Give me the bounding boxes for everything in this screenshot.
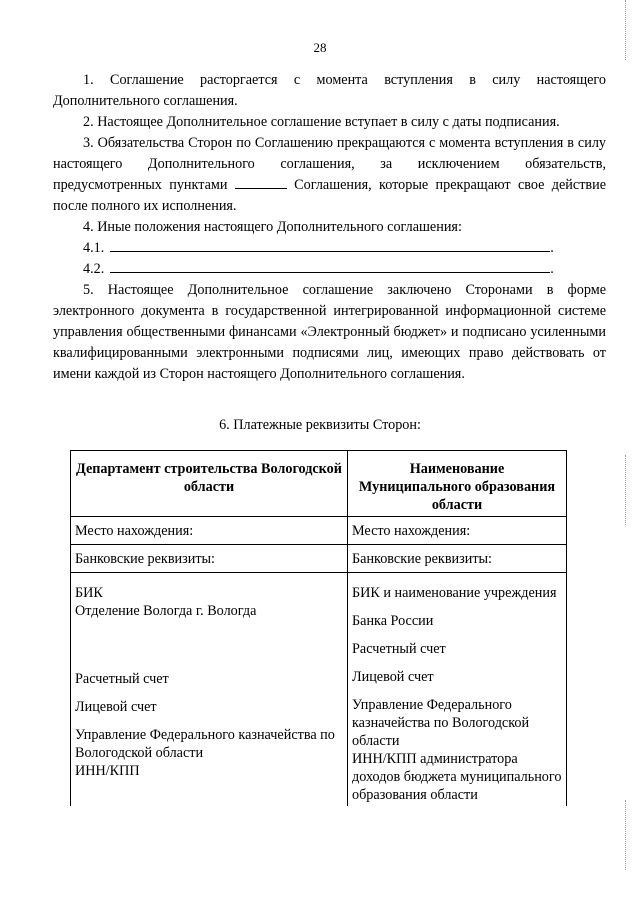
- clause-1: 1. Соглашение расторгается с момента вступления в силу настоящего Дополнительного соглашения.: [53, 72, 606, 109]
- left-account: Расчетный счет: [75, 671, 169, 687]
- clause-4-2-label: 4.2.: [83, 261, 105, 277]
- left-bik: БИК: [75, 585, 103, 601]
- left-bank-details: Банковские реквизиты:: [71, 545, 348, 573]
- right-treasury: Управление Федерального казначейства по Вологодской области: [352, 697, 530, 749]
- clause-4-2-blank: [110, 272, 550, 273]
- payment-details-table: [70, 450, 567, 806]
- right-party-header: Наименование Муниципального образования области: [348, 451, 567, 517]
- clause-3-before: 3. Обязательства Сторон по Соглашению прекращаются с момента вступления в силу настоящего Дополнительного соглашения, за исключением обязательств, предусмотренных пунктами: [53, 135, 606, 193]
- right-account: Расчетный счет: [352, 641, 446, 657]
- clause-3-blank: [235, 176, 287, 189]
- left-branch: Отделение Вологда г. Вологда: [75, 603, 257, 619]
- left-party-header: Департамент строительства Вологодской области: [71, 451, 348, 517]
- table-header-row: [71, 451, 567, 517]
- agreement-text: [53, 70, 606, 385]
- clause-4-1: 4.1. .: [53, 238, 606, 259]
- right-bik: БИК и наименование учреждения: [352, 585, 557, 601]
- page-number: 28: [313, 40, 327, 55]
- table-row: [71, 545, 567, 573]
- scan-artifact: [625, 0, 626, 60]
- table-row: [71, 517, 567, 545]
- clause-5: 5. Настоящее Дополнительное соглашение заключено Сторонами в форме электронного документа в государственной интегрированной информационной системе управления общественными финансами «Электронный бюджет» и подписано усиленными квалифицированными электронными подписями лиц, имеющих право действовать от имени каждой из Сторон настоящего Дополнительного соглашения.: [53, 282, 606, 382]
- scan-artifact: [625, 800, 626, 870]
- clause-4-1-label: 4.1.: [83, 240, 105, 256]
- right-inn: ИНН/КПП администратора доходов бюджета муниципального образования области: [352, 751, 562, 803]
- right-location: Место нахождения:: [348, 517, 567, 545]
- right-bank-details: Банковские реквизиты:: [348, 545, 567, 573]
- table-row: [71, 573, 567, 807]
- left-details-cell: [71, 573, 348, 807]
- right-personal-account: Лицевой счет: [352, 669, 434, 685]
- left-treasury: Управление Федерального казначейства по Вологодской области: [75, 727, 335, 761]
- scan-artifact: [625, 455, 626, 525]
- clause-2: 2. Настоящее Дополнительное соглашение вступает в силу с даты подписания.: [83, 114, 560, 130]
- section-title: 6. Платежные реквизиты Сторон:: [219, 417, 421, 433]
- left-location: Место нахождения:: [71, 517, 348, 545]
- clause-4: 4. Иные положения настоящего Дополнительного соглашения:: [83, 219, 462, 235]
- left-inn: ИНН/КПП: [75, 763, 140, 779]
- clause-3: [53, 133, 606, 217]
- clause-4-1-blank: [110, 251, 550, 252]
- right-bank-russia: Банка России: [352, 613, 434, 629]
- right-details-cell: [348, 573, 567, 807]
- clause-4-2: 4.2. .: [53, 259, 606, 280]
- clause-3-after: Соглашения, которые прекращают свое действие после полного их исполнения.: [53, 177, 606, 214]
- left-personal-account: Лицевой счет: [75, 699, 157, 715]
